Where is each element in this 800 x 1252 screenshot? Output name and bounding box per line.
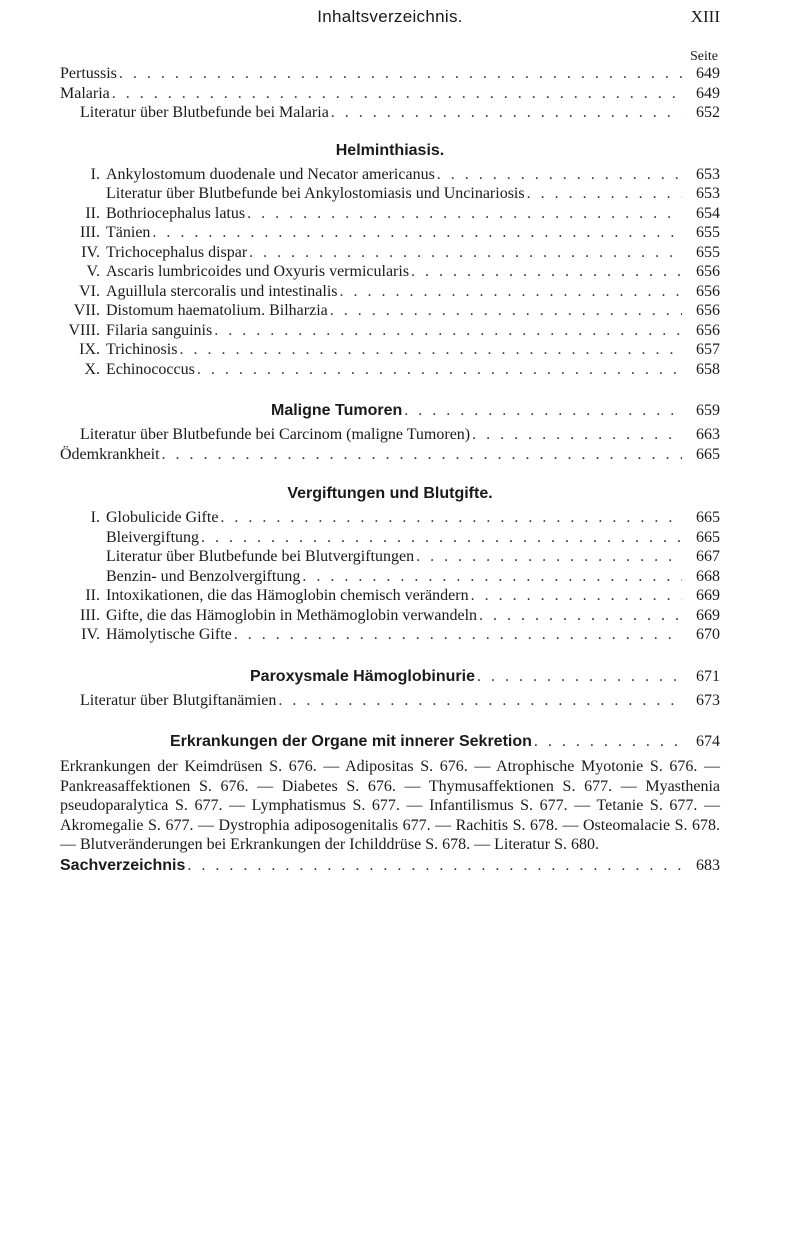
entry-text: Literatur über Blutgiftanämien bbox=[80, 691, 277, 709]
toc-entry bbox=[60, 607, 720, 627]
leader-dots bbox=[471, 587, 682, 605]
entry-text: Globulicide Gifte bbox=[106, 509, 219, 526]
heading-text: Paroxysmale Hämoglobinurie bbox=[250, 667, 475, 685]
toc-entry bbox=[60, 509, 720, 529]
toc-entry bbox=[60, 205, 720, 225]
leader-dots bbox=[187, 857, 682, 875]
entry-text: Trichinosis bbox=[106, 341, 178, 358]
entry-text: Literatur über Blutbefunde bei Blutvergiftungen bbox=[106, 548, 415, 565]
section-heading-helminthiasis: Helminthiasis. bbox=[335, 141, 445, 159]
leader-dots bbox=[437, 166, 682, 184]
toc-entry bbox=[60, 85, 720, 105]
leader-dots bbox=[197, 361, 682, 379]
entry-page: 667 bbox=[696, 548, 720, 565]
entry-number: I. bbox=[90, 509, 100, 526]
toc-entry bbox=[60, 65, 720, 85]
heading-page: 659 bbox=[696, 402, 720, 419]
entry-text: Ödemkrankheit bbox=[60, 445, 160, 463]
entry-text: Bothriocephalus latus bbox=[106, 204, 246, 222]
entry-page: 652 bbox=[696, 104, 720, 121]
leader-dots bbox=[302, 568, 682, 586]
heading-page: 674 bbox=[696, 733, 720, 750]
heading-text: Erkrankungen der Organe mit innerer Sekretion bbox=[170, 733, 532, 750]
entry-page: 649 bbox=[696, 65, 720, 82]
header-title: Inhaltsverzeichnis. bbox=[317, 7, 463, 26]
section-heading-haemoglobinurie bbox=[60, 668, 720, 688]
entry-page: 669 bbox=[696, 587, 720, 604]
leader-dots bbox=[331, 104, 682, 122]
entry-page: 665 bbox=[696, 509, 720, 526]
leader-dots bbox=[330, 302, 682, 320]
entry-text: Ascaris lumbricoides und Oxyuris vermicularis bbox=[106, 263, 410, 280]
entry-page: 653 bbox=[696, 165, 720, 183]
entry-page: 665 bbox=[696, 528, 720, 546]
toc-entry bbox=[60, 548, 720, 568]
entry-text: Sachverzeichnis bbox=[60, 856, 186, 874]
toc-entry bbox=[60, 529, 720, 549]
entry-number: VII. bbox=[73, 302, 100, 319]
entry-text: Aguillula stercoralis und intestinalis bbox=[106, 282, 338, 300]
leader-dots bbox=[278, 692, 682, 710]
toc-entry bbox=[60, 446, 720, 466]
entry-text: Benzin- und Benzolvergiftung bbox=[106, 567, 301, 585]
toc-entry bbox=[60, 104, 720, 124]
leader-dots bbox=[416, 548, 682, 566]
leader-dots bbox=[340, 283, 682, 301]
entry-number: V. bbox=[86, 263, 100, 280]
entry-number: IV. bbox=[81, 626, 100, 643]
toc-entry bbox=[60, 166, 720, 186]
entry-text: Tänien bbox=[106, 224, 151, 241]
toc-entry bbox=[60, 568, 720, 588]
entry-page: 656 bbox=[696, 263, 720, 280]
leader-dots bbox=[411, 263, 682, 281]
entry-page: 656 bbox=[696, 302, 720, 319]
leader-dots bbox=[119, 65, 682, 83]
toc-entry bbox=[60, 692, 720, 712]
leader-dots bbox=[404, 402, 682, 420]
heading-text: Maligne Tumoren bbox=[271, 402, 403, 419]
leader-dots bbox=[534, 733, 682, 751]
entry-text: Trichocephalus dispar bbox=[106, 243, 248, 261]
entry-text: Literatur über Blutbefunde bei Malaria bbox=[80, 104, 329, 121]
entry-number: IX. bbox=[79, 341, 100, 358]
entry-page: 670 bbox=[696, 626, 720, 643]
entry-page: 655 bbox=[696, 243, 720, 261]
leader-dots bbox=[527, 185, 682, 203]
entry-page: 653 bbox=[696, 185, 720, 202]
leader-dots bbox=[479, 607, 682, 625]
entry-text: Intoxikationen, die das Hämoglobin chemisch verändern bbox=[106, 587, 469, 604]
leader-dots bbox=[179, 341, 682, 359]
toc-entry bbox=[60, 185, 720, 205]
entry-text: Gifte, die das Hämoglobin in Methämoglobin verwandeln bbox=[106, 606, 478, 624]
entry-number: VI. bbox=[79, 282, 100, 300]
entry-page: 657 bbox=[696, 341, 720, 358]
entry-text: Hämolytische Gifte bbox=[106, 626, 232, 643]
entry-number: X. bbox=[84, 360, 100, 378]
entry-page: 656 bbox=[696, 282, 720, 300]
entry-number: III. bbox=[80, 606, 100, 624]
entry-text: Distomum haematolium. Bilharzia bbox=[106, 302, 328, 319]
heading-page: 671 bbox=[696, 667, 720, 685]
toc-entry bbox=[60, 322, 720, 342]
section-heading-sekretion bbox=[60, 733, 720, 753]
leader-dots bbox=[214, 322, 682, 340]
entry-page: 673 bbox=[696, 691, 720, 709]
entry-text: Literatur über Blutbefunde bei Ankylostomiasis und Uncinariosis bbox=[106, 185, 525, 202]
running-header bbox=[60, 7, 720, 31]
leader-dots bbox=[220, 509, 682, 527]
entry-page: 658 bbox=[696, 360, 720, 378]
leader-dots bbox=[201, 529, 682, 547]
header-page-number: XIII bbox=[690, 7, 720, 26]
leader-dots bbox=[152, 224, 682, 242]
entry-page: 654 bbox=[696, 204, 720, 222]
entry-text: Bleivergiftung bbox=[106, 528, 200, 546]
toc-entry bbox=[60, 341, 720, 361]
entry-text: Pertussis bbox=[60, 65, 117, 82]
entry-number: I. bbox=[90, 165, 100, 183]
entry-number: II. bbox=[85, 587, 100, 604]
toc-entry bbox=[60, 302, 720, 322]
entry-text: Malaria bbox=[60, 84, 110, 102]
leader-dots bbox=[249, 244, 682, 262]
entry-page: 683 bbox=[696, 856, 720, 874]
toc-entry bbox=[60, 361, 720, 381]
entry-text: Ankylostomum duodenale und Necator americanus bbox=[106, 165, 435, 183]
leader-dots bbox=[247, 205, 682, 223]
table-of-contents bbox=[60, 65, 720, 876]
leader-dots bbox=[472, 426, 682, 444]
leader-dots bbox=[112, 85, 682, 103]
entry-page: 669 bbox=[696, 606, 720, 624]
toc-entry bbox=[60, 283, 720, 303]
leader-dots bbox=[477, 668, 682, 686]
toc-entry bbox=[60, 587, 720, 607]
entry-text: Filaria sanguinis bbox=[106, 321, 213, 339]
leader-dots bbox=[234, 626, 682, 644]
toc-entry bbox=[60, 244, 720, 264]
entry-page: 663 bbox=[696, 426, 720, 443]
leader-dots bbox=[162, 446, 682, 464]
sekretion-paragraph: Erkrankungen der Keimdrüsen S. 676. — Adipositas S. 676. — Atrophische Myotonie S. 676. — Pankreasaffektionen S. 676. — Diabetes S. 676. — Thymusaffektionen S. 677. — Myasthenia pseudoparalytica S. 677. — Lymphatismus S. 677. — Infantilismus S. 677. — Tetanie S. 677. — Akromegalie S. 677. — Dystrophia adiposogenitalis 677. — Rachitis S. 678. — Osteomalacie S. 678. — Blutveränderungen bei Erkrankungen der Ichilddrüse S. 678. — Literatur S. 680. bbox=[60, 758, 720, 853]
entry-page: 668 bbox=[696, 567, 720, 585]
toc-entry bbox=[60, 426, 720, 446]
entry-number: VIII. bbox=[68, 321, 100, 339]
entry-page: 655 bbox=[696, 224, 720, 241]
entry-number: III. bbox=[80, 224, 100, 241]
entry-text: Literatur über Blutbefunde bei Carcinom (maligne Tumoren) bbox=[80, 426, 471, 443]
entry-page: 665 bbox=[696, 445, 720, 463]
entry-number: IV. bbox=[81, 243, 100, 261]
toc-entry-sachverzeichnis bbox=[60, 857, 720, 877]
toc-entry bbox=[60, 263, 720, 283]
entry-number: II. bbox=[85, 204, 100, 222]
seite-label: Seite bbox=[690, 49, 718, 64]
entry-page: 649 bbox=[696, 84, 720, 102]
section-heading-vergiftungen: Vergiftungen und Blutgifte. bbox=[287, 485, 493, 502]
section-heading-maligne-tumoren bbox=[60, 402, 720, 422]
entry-page: 656 bbox=[696, 321, 720, 339]
toc-entry bbox=[60, 626, 720, 646]
entry-text: Echinococcus bbox=[106, 360, 195, 378]
toc-entry bbox=[60, 224, 720, 244]
